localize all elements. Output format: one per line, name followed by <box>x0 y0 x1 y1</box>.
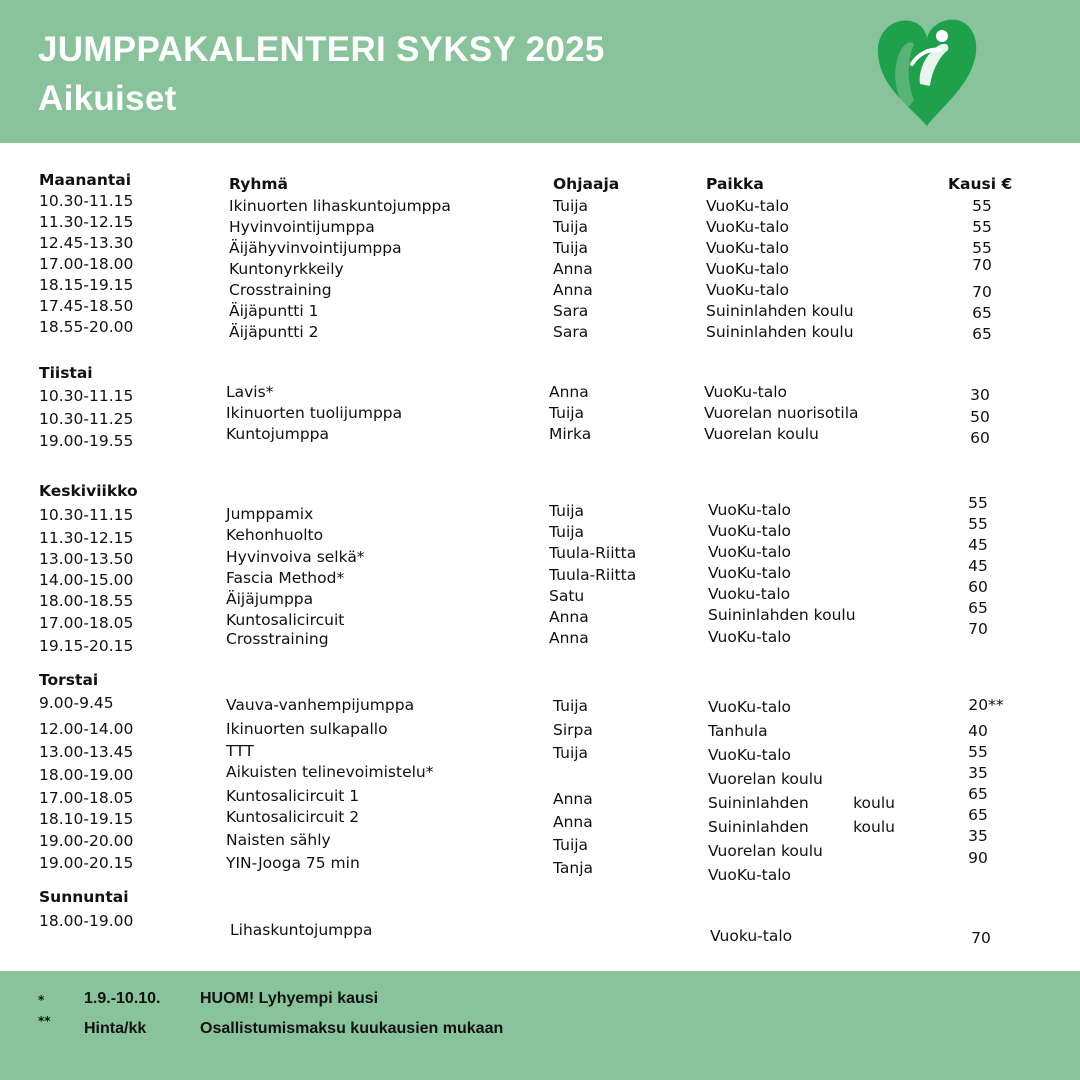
day-monday: Maanantai <box>39 171 132 189</box>
row-place: Tanhula <box>708 722 768 740</box>
row-instructor: Sara <box>553 302 589 320</box>
row-place: Suininlahden koulu <box>708 818 895 836</box>
row-place: VuoKu-talo <box>708 501 792 519</box>
row-time: 10.30-11.15 <box>39 192 134 210</box>
row-time: 19.00-19.55 <box>39 432 134 450</box>
row-time: 11.30-12.15 <box>39 213 134 231</box>
footnote-label: 1.9.-10.10. <box>84 990 161 1007</box>
row-time: 17.45-18.50 <box>39 297 134 315</box>
row-group: Hyvinvoiva selkä* <box>226 548 365 566</box>
footnote-mark: * <box>38 993 45 1007</box>
row-fee: 40 <box>968 722 988 740</box>
row-instructor: Anna <box>553 281 593 299</box>
row-instructor: Tuija <box>549 523 585 541</box>
row-fee: 35 <box>968 827 988 845</box>
row-time: 11.30-12.15 <box>39 529 134 547</box>
row-group: Ikinuorten sulkapallo <box>226 720 388 738</box>
row-instructor: Tuula-Riitta <box>549 544 637 562</box>
row-place: VuoKu-talo <box>708 543 792 561</box>
row-fee: 65 <box>972 304 992 322</box>
row-place: VuoKu-talo <box>706 218 790 236</box>
footnote-mark: ** <box>38 1014 51 1028</box>
row-fee: 55 <box>972 239 992 257</box>
row-group: Äijähyvinvointijumppa <box>229 239 402 257</box>
row-place: VuoKu-talo <box>706 239 790 257</box>
row-place: VuoKu-talo <box>708 866 792 884</box>
row-group: Fascia Method* <box>226 569 345 587</box>
row-group: Ikinuorten lihaskuntojumppa <box>229 197 451 215</box>
day-thursday: Torstai <box>39 671 99 689</box>
page-subtitle: Aikuiset <box>38 79 177 118</box>
row-place: Vuoku-talo <box>708 585 791 603</box>
row-group: Äijäjumppa <box>226 590 314 608</box>
row-instructor: Tuija <box>549 404 585 422</box>
row-group: Lavis* <box>226 383 274 401</box>
row-fee: 60 <box>968 578 988 596</box>
row-instructor: Anna <box>553 813 593 831</box>
row-group: Äijäpuntti 1 <box>229 302 319 320</box>
row-place: Vuorelan nuorisotila <box>704 404 859 422</box>
row-fee: 45 <box>968 536 988 554</box>
row-time: 18.00-19.00 <box>39 912 134 930</box>
row-group: Vauva-vanhempijumppa <box>226 696 415 714</box>
row-fee: 55 <box>968 515 988 533</box>
row-place: Suininlahden koulu <box>706 323 854 341</box>
row-time: 18.55-20.00 <box>39 318 134 336</box>
row-time: 18.15-19.15 <box>39 276 134 294</box>
row-place: Vuorelan koulu <box>704 425 819 443</box>
column-header-place: Paikka <box>706 175 764 193</box>
row-fee: 65 <box>968 806 988 824</box>
row-group: Ikinuorten tuolijumppa <box>226 404 403 422</box>
row-time: 19.00-20.15 <box>39 854 134 872</box>
row-group: Hyvinvointijumppa <box>229 218 375 236</box>
row-place: VuoKu-talo <box>706 197 790 215</box>
row-instructor: Satu <box>549 587 585 605</box>
row-place: VuoKu-talo <box>706 281 790 299</box>
row-fee: 60 <box>970 429 990 447</box>
row-group: Kuntosalicircuit 2 <box>226 808 360 826</box>
row-instructor: Tuija <box>549 502 585 520</box>
row-group: Crosstraining <box>226 630 329 648</box>
row-group: Kehonhuolto <box>226 526 324 544</box>
row-place: VuoKu-talo <box>708 746 792 764</box>
row-instructor: Tuija <box>553 239 589 257</box>
row-place: VuoKu-talo <box>708 628 792 646</box>
row-time: 17.00-18.05 <box>39 789 134 807</box>
day-sunday: Sunnuntai <box>39 888 129 906</box>
row-group: Kuntojumppa <box>226 425 330 443</box>
row-group: Kuntonyrkkeily <box>229 260 344 278</box>
column-header-instructor: Ohjaaja <box>553 175 620 193</box>
row-fee: 55 <box>972 218 992 236</box>
row-group: Lihaskuntojumppa <box>230 921 373 939</box>
row-time: 12.45-13.30 <box>39 234 134 252</box>
row-instructor: Tuija <box>553 744 589 762</box>
row-fee: 45 <box>968 557 988 575</box>
row-place: VuoKu-talo <box>706 260 790 278</box>
row-place: Vuoku-talo <box>710 927 793 945</box>
row-time: 18.00-19.00 <box>39 766 134 784</box>
row-time: 10.30-11.25 <box>39 410 134 428</box>
row-fee: 70 <box>972 283 992 301</box>
footnote-text: HUOM! Lyhyempi kausi <box>200 990 379 1007</box>
row-instructor: Tuija <box>553 836 589 854</box>
footnote-label: Hinta/kk <box>84 1020 147 1037</box>
column-header-fee: Kausi € <box>948 175 1013 193</box>
row-instructor: Tuija <box>553 697 589 715</box>
row-time: 18.10-19.15 <box>39 810 134 828</box>
row-group: TTT <box>226 742 254 760</box>
row-time: 18.00-18.55 <box>39 592 134 610</box>
row-fee: 90 <box>968 849 988 867</box>
row-group: Äijäpuntti 2 <box>229 323 319 341</box>
day-wednesday: Keskiviikko <box>39 482 138 500</box>
row-place: Suininlahden koulu <box>708 794 895 812</box>
row-fee: 65 <box>972 325 992 343</box>
row-group: Crosstraining <box>229 281 332 299</box>
heart-figure-icon <box>874 14 980 128</box>
row-fee: 55 <box>972 197 992 215</box>
header-band <box>0 0 1080 143</box>
column-header-group: Ryhmä <box>229 175 288 193</box>
row-instructor: Anna <box>553 260 593 278</box>
row-instructor: Mirka <box>549 425 592 443</box>
row-group: Aikuisten telinevoimistelu* <box>226 763 434 781</box>
row-instructor: Anna <box>549 383 589 401</box>
row-instructor: Tuula-Riitta <box>549 566 637 584</box>
page-title: JUMPPAKALENTERI SYKSY 2025 <box>38 30 605 69</box>
row-place: VuoKu-talo <box>704 383 788 401</box>
row-group: YIN-Jooga 75 min <box>226 854 360 872</box>
row-time: 17.00-18.00 <box>39 255 134 273</box>
row-time: 10.30-11.15 <box>39 387 134 405</box>
row-time: 17.00-18.05 <box>39 614 134 632</box>
row-time: 10.30-11.15 <box>39 506 134 524</box>
row-instructor: Anna <box>549 608 589 626</box>
row-place: Suininlahden koulu <box>706 302 854 320</box>
row-time: 13.00-13.50 <box>39 550 134 568</box>
row-place: VuoKu-talo <box>708 564 792 582</box>
row-instructor: Anna <box>553 790 593 808</box>
footnote-text: Osallistumismaksu kuukausien mukaan <box>200 1020 504 1037</box>
row-instructor: Sirpa <box>553 721 593 739</box>
row-fee: 50 <box>970 408 990 426</box>
row-time: 19.15-20.15 <box>39 637 134 655</box>
row-fee: 55 <box>968 494 988 512</box>
row-instructor: Tanja <box>553 859 594 877</box>
row-time: 19.00-20.00 <box>39 832 134 850</box>
row-fee: 70 <box>968 620 988 638</box>
row-fee: 55 <box>968 743 988 761</box>
row-place: Vuorelan koulu <box>708 842 823 860</box>
row-time: 13.00-13.45 <box>39 743 134 761</box>
row-fee: 65 <box>968 599 988 617</box>
row-group: Kuntosalicircuit 1 <box>226 787 360 805</box>
row-group: Kuntosalicircuit <box>226 611 345 629</box>
row-fee: 20** <box>968 696 1004 714</box>
row-time: 12.00-14.00 <box>39 720 134 738</box>
row-instructor: Tuija <box>553 218 589 236</box>
row-instructor: Anna <box>549 629 589 647</box>
row-fee: 65 <box>968 785 988 803</box>
row-fee: 30 <box>970 386 990 404</box>
row-fee: 35 <box>968 764 988 782</box>
row-instructor: Tuija <box>553 197 589 215</box>
row-group: Jumppamix <box>226 505 314 523</box>
row-place: Suininlahden koulu <box>708 606 856 624</box>
footer-notes <box>0 971 1080 1080</box>
row-place: VuoKu-talo <box>708 522 792 540</box>
row-fee: 70 <box>971 929 991 947</box>
row-instructor: Sara <box>553 323 589 341</box>
row-time: 14.00-15.00 <box>39 571 134 589</box>
row-fee: 70 <box>972 256 992 274</box>
day-tuesday: Tiistai <box>39 364 93 382</box>
row-place: Vuorelan koulu <box>708 770 823 788</box>
row-group: Naisten sähly <box>226 831 331 849</box>
row-place: VuoKu-talo <box>708 698 792 716</box>
row-time: 9.00-9.45 <box>39 694 114 712</box>
